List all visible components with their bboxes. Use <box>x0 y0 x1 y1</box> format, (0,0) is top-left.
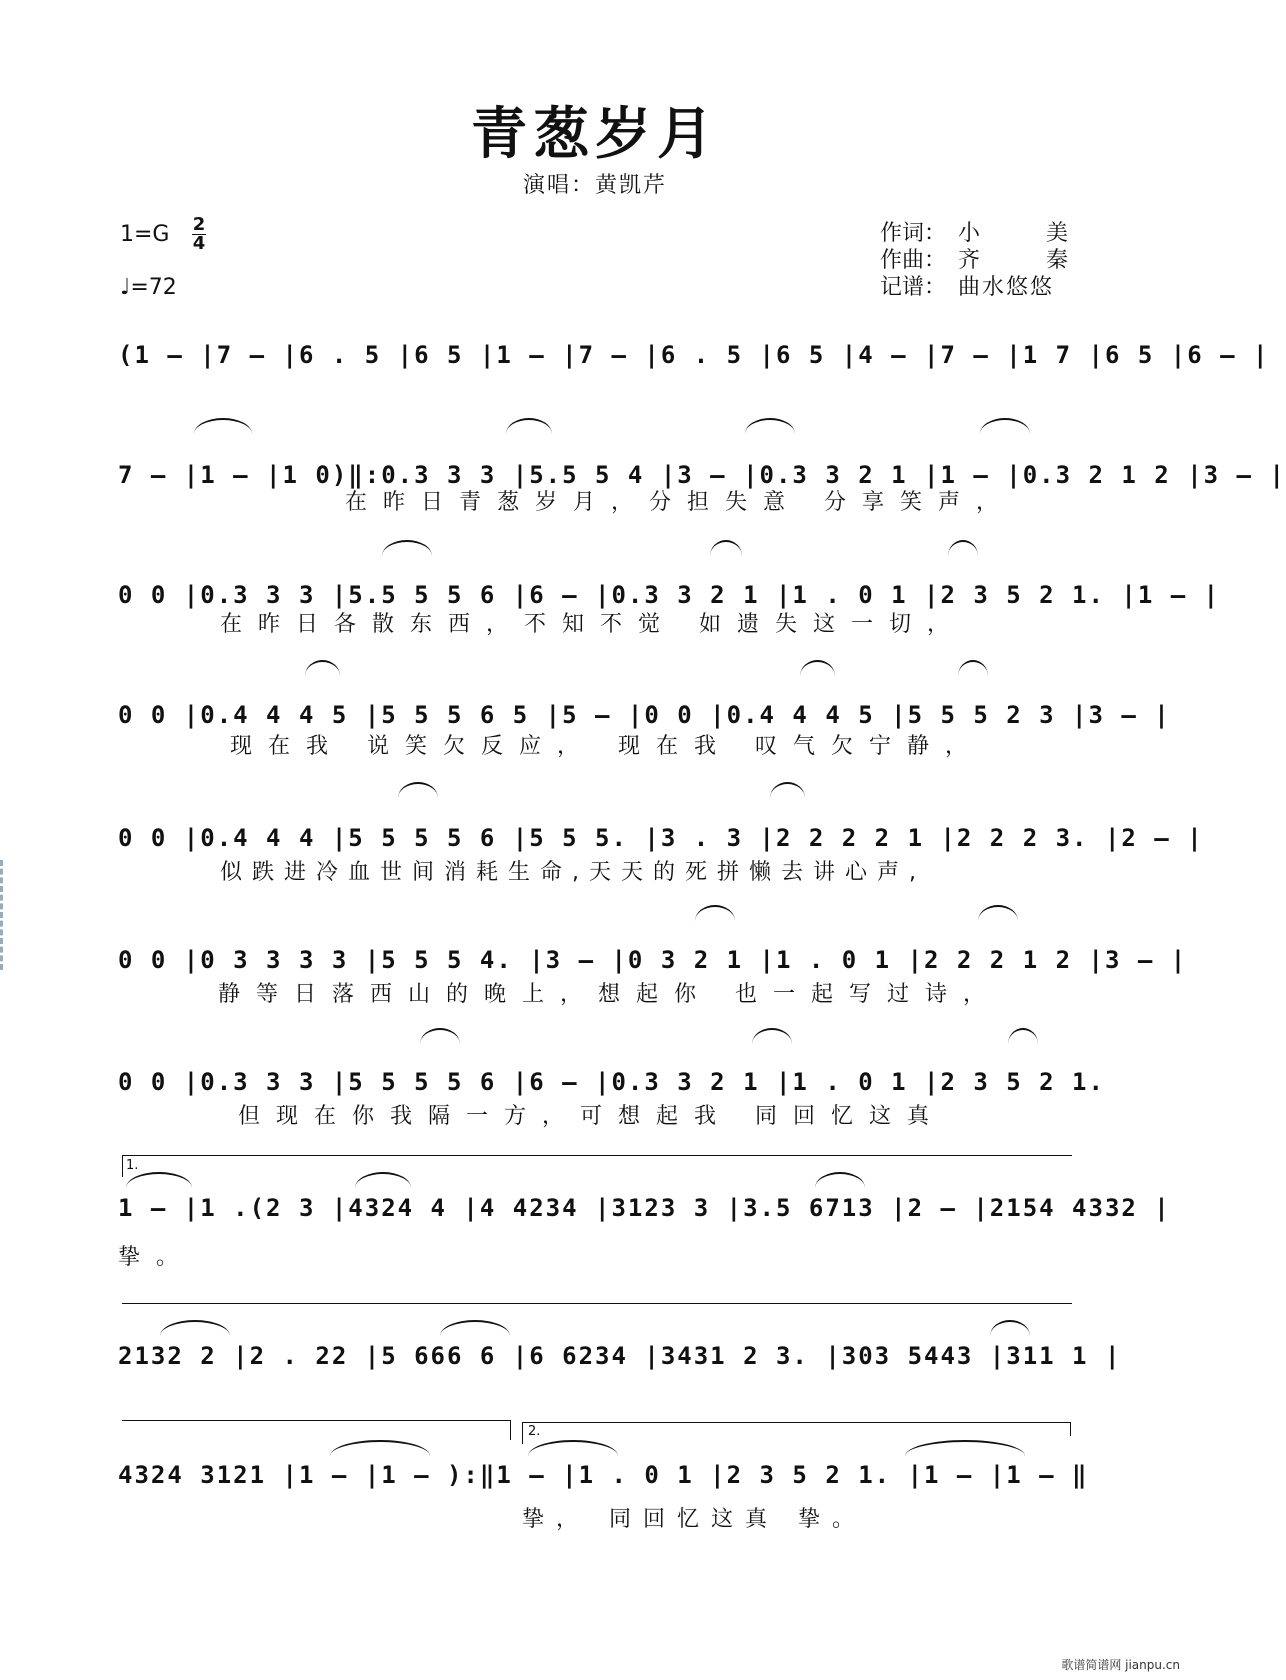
composer-char-2: 秦 <box>1045 248 1068 273</box>
lyricist-name <box>958 220 1068 247</box>
slur-arc <box>126 1172 192 1188</box>
slur-arc <box>770 782 805 798</box>
slur-arc <box>330 1440 430 1456</box>
song-title: 青葱岁月 <box>471 101 719 167</box>
slur-arc <box>978 905 1018 921</box>
transcriber-name: 曲水悠悠 <box>958 275 1055 300</box>
tempo-marking: ♩=72 <box>120 275 177 300</box>
score-line-3-lyrics: 在昨日各散东西，不知不觉 如遗失这一切， <box>220 612 965 637</box>
score-line-7-lyrics: 但现在你我隔一方，可想起我 同回忆这真 <box>238 1104 945 1129</box>
score-line-3-notes: 0 0 |0.3 3 3 |5.5 5 5 6 |6 – |0.3 3 2 1 |1 . 0 1 |2 3 5 2 1. |1 – | <box>118 581 1221 609</box>
slur-arc <box>958 660 988 676</box>
slur-arc <box>800 660 835 676</box>
singer-credit: 演唱：黄凯芹 <box>522 173 667 198</box>
lyricist-char-1: 小 <box>958 221 981 246</box>
transcriber-label: 记谱： <box>880 275 947 300</box>
composer-label: 作曲： <box>880 248 947 273</box>
volta-1-label: 1. <box>126 1158 139 1173</box>
score-line-5-lyrics: 似跌进冷血世间消耗生命,天天的死拼懒去讲心声, <box>220 860 926 885</box>
slur-arc <box>695 905 735 921</box>
score-line-10-lyrics: 挚， 同回忆这真 挚。 <box>522 1507 866 1532</box>
slur-arc <box>1008 1028 1038 1044</box>
volta-2-label: 2. <box>528 1424 541 1439</box>
slur-arc <box>980 418 1030 434</box>
time-top: 2 <box>192 214 206 235</box>
watermark-footer: 歌谱简谱网 jianpu.cn <box>1061 1658 1180 1672</box>
score-line-2-notes: 7 – |1 – |1 0)‖:0.3 3 3 |5.5 5 4 |3 – |0.3 3 2 1 |1 – |0.3 2 1 2 |3 – | <box>118 461 1286 489</box>
staff-separator <box>122 1303 1072 1304</box>
score-line-1-notes: (1 – |7 – |6 . 5 |6 5 |1 – |7 – |6 . 5 |6 5 |4 – |7 – |1 7 |6 5 |6 – | <box>118 341 1270 369</box>
slur-arc <box>382 540 432 556</box>
score-line-4-lyrics: 现在我 说笑欠反应， 现在我 叹气欠宁静， <box>230 734 983 759</box>
slur-arc <box>752 1028 792 1044</box>
score-line-10-notes: 4324 3121 |1 – |1 – ):‖1 – |1 . 0 1 |2 3 5 2 1. |1 – |1 – ‖ <box>118 1461 1089 1489</box>
repeat-bracket-tick <box>510 1420 511 1440</box>
slur-arc <box>160 1320 230 1336</box>
lyricist-char-2: 美 <box>1045 221 1068 246</box>
score-line-8-lyrics: 挚。 <box>118 1245 195 1270</box>
slur-arc <box>440 1320 510 1336</box>
volta-1-bracket <box>122 1155 1072 1156</box>
composer-name <box>958 247 1068 274</box>
slur-arc <box>398 782 438 798</box>
transcriber-credit <box>880 274 1068 301</box>
volta-2-tick-right <box>1070 1422 1071 1436</box>
slur-arc <box>745 418 795 434</box>
slur-arc <box>420 1028 460 1044</box>
score-line-2-lyrics: 在昨日青葱岁月，分担失意 分享笑声， <box>345 490 1014 515</box>
slur-arc <box>990 1320 1030 1336</box>
score-line-6-lyrics: 静等日落西山的晚上，想起你 也一起写过诗， <box>218 982 1001 1007</box>
slur-arc <box>305 660 340 676</box>
slur-arc <box>905 1440 1025 1456</box>
slur-arc <box>948 540 978 556</box>
slur-arc <box>815 1172 865 1188</box>
composer-char-1: 齐 <box>958 248 981 273</box>
lyricist-label: 作词： <box>880 221 947 246</box>
volta-2-bracket <box>522 1422 1070 1423</box>
slur-arc <box>355 1172 411 1188</box>
slur-arc <box>194 418 252 434</box>
credits-block <box>880 220 1068 301</box>
score-line-4-notes: 0 0 |0.4 4 4 5 |5 5 5 6 5 |5 – |0 0 |0.4 4 4 5 |5 5 5 2 3 |3 – | <box>118 701 1171 729</box>
score-line-7-notes: 0 0 |0.3 3 3 |5 5 5 5 6 |6 – |0.3 3 2 1 |1 . 0 1 |2 3 5 2 1. <box>118 1068 1105 1096</box>
time-signature <box>192 216 206 253</box>
slur-arc <box>506 418 552 434</box>
score-line-5-notes: 0 0 |0.4 4 4 |5 5 5 5 6 |5 5 5. |3 . 3 |2 2 2 2 1 |2 2 2 3. |2 – | <box>118 824 1204 852</box>
page-edge-marker <box>0 860 7 970</box>
composer-credit <box>880 247 1068 274</box>
score-line-9-notes: 2132 2 |2 . 22 |5 666 6 |6 6234 |3431 2 3. |303 5443 |311 1 | <box>118 1342 1122 1370</box>
slur-arc <box>528 1440 618 1456</box>
score-line-8-notes: 1 – |1 .(2 3 |4324 4 |4 4234 |3123 3 |3.5 6713 |2 – |2154 4332 | <box>118 1194 1171 1222</box>
time-bottom: 4 <box>192 233 206 254</box>
volta-2-tick-left <box>522 1422 523 1444</box>
repeat-bracket <box>122 1420 510 1421</box>
key-signature: 1=G <box>120 222 170 247</box>
volta-1-tick <box>122 1155 123 1177</box>
slur-arc <box>710 540 742 556</box>
score-line-6-notes: 0 0 |0 3 3 3 3 |5 5 5 4. |3 – |0 3 2 1 |1 . 0 1 |2 2 2 1 2 |3 – | <box>118 946 1188 974</box>
lyricist-credit <box>880 220 1068 247</box>
